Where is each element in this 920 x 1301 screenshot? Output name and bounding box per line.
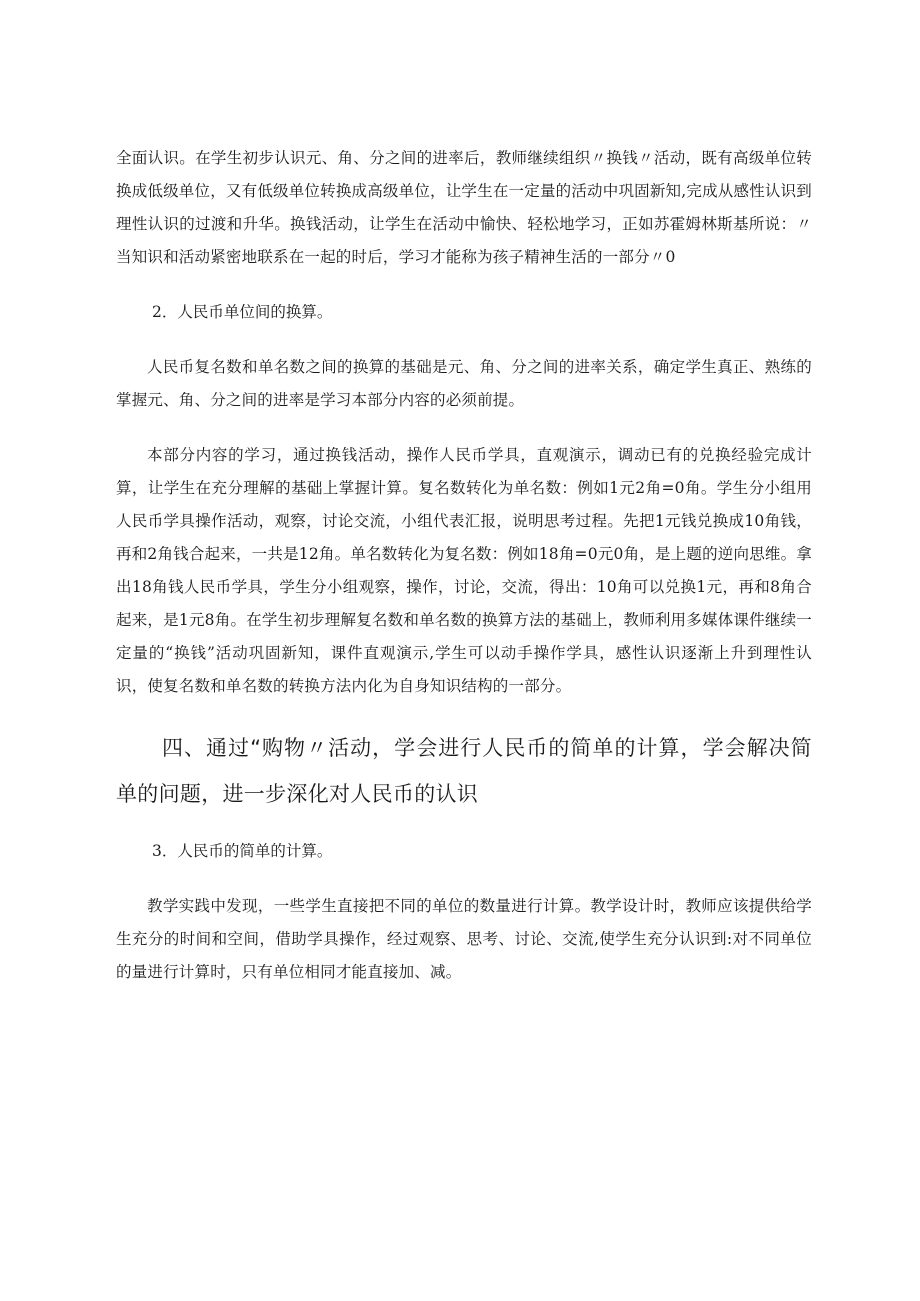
- section-heading-4: 四、通过“购物〃活动，学会进行人民币的简单的计算，学会解决简单的问题，进一步深化对人民币的认识: [116, 736, 812, 806]
- subheading-3: 3．人民币的简单的计算。: [152, 842, 333, 860]
- paragraph-conversion-activity: 本部分内容的学习，通过换钱活动，操作人民币学具，直观演示，调动已有的兑换经验完成计算，让学生在充分理解的基础上掌握计算。复名数转化为单名数：例如1元2角=0角。学生分小组用人民币学具操作活动，观察，讨论交流，小组代表汇报，说明思考过程。先把1元钱兑换成10角钱，再和2角钱合起来，一共是12角。单名数转化为复名数：例如18角=0元0角，是上题的逆向思维。拿出18角钱人民币学具，学生分小组观察，操作，讨论，交流，得出：10角可以兑换1元，再和8角合起来，是1元8角。在学生初步理解复名数和单名数的换算方法的基础上，教师利用多媒体课件继续一定量的“换钱”活动巩固新知，课件直观演示,学生可以动手操作学具，感性认识逐渐上升到理性认识，使复名数和单名数的转换方法内化为自身知识结构的一部分。: [116, 446, 812, 695]
- document-page: [116, 142, 812, 989]
- paragraph-conversion-basis: 人民币复名数和单名数之间的换算的基础是元、角、分之间的进率关系，确定学生真正、熟练的掌握元、角、分之间的进率是学习本部分内容的必须前提。: [116, 358, 812, 409]
- paragraph-calculation: 教学实践中发现，一些学生直接把不同的单位的数量进行计算。教学设计时，教师应该提供给学生充分的时间和空间，借助学具操作，经过观察、思考、讨论、交流,使学生充分认识到:对不同单位的量进行计算时，只有单位相同才能直接加、减。: [116, 897, 812, 981]
- subheading-2: 2．人民币单位间的换算。: [152, 303, 333, 321]
- paragraph-intro: 全面认识。在学生初步认识元、角、分之间的进率后，教师继续组织〃换钱〃活动，既有高级单位转换成低级单位，又有低级单位转换成高级单位，让学生在一定量的活动中巩固新知,完成从感性认识到理性认识的过渡和升华。换钱活动，让学生在活动中愉快、轻松地学习，正如苏霍姆林斯基所说：〃当知识和活动紧密地联系在一起的时后，学习才能称为孩子精神生活的一部分〃0: [116, 149, 812, 266]
